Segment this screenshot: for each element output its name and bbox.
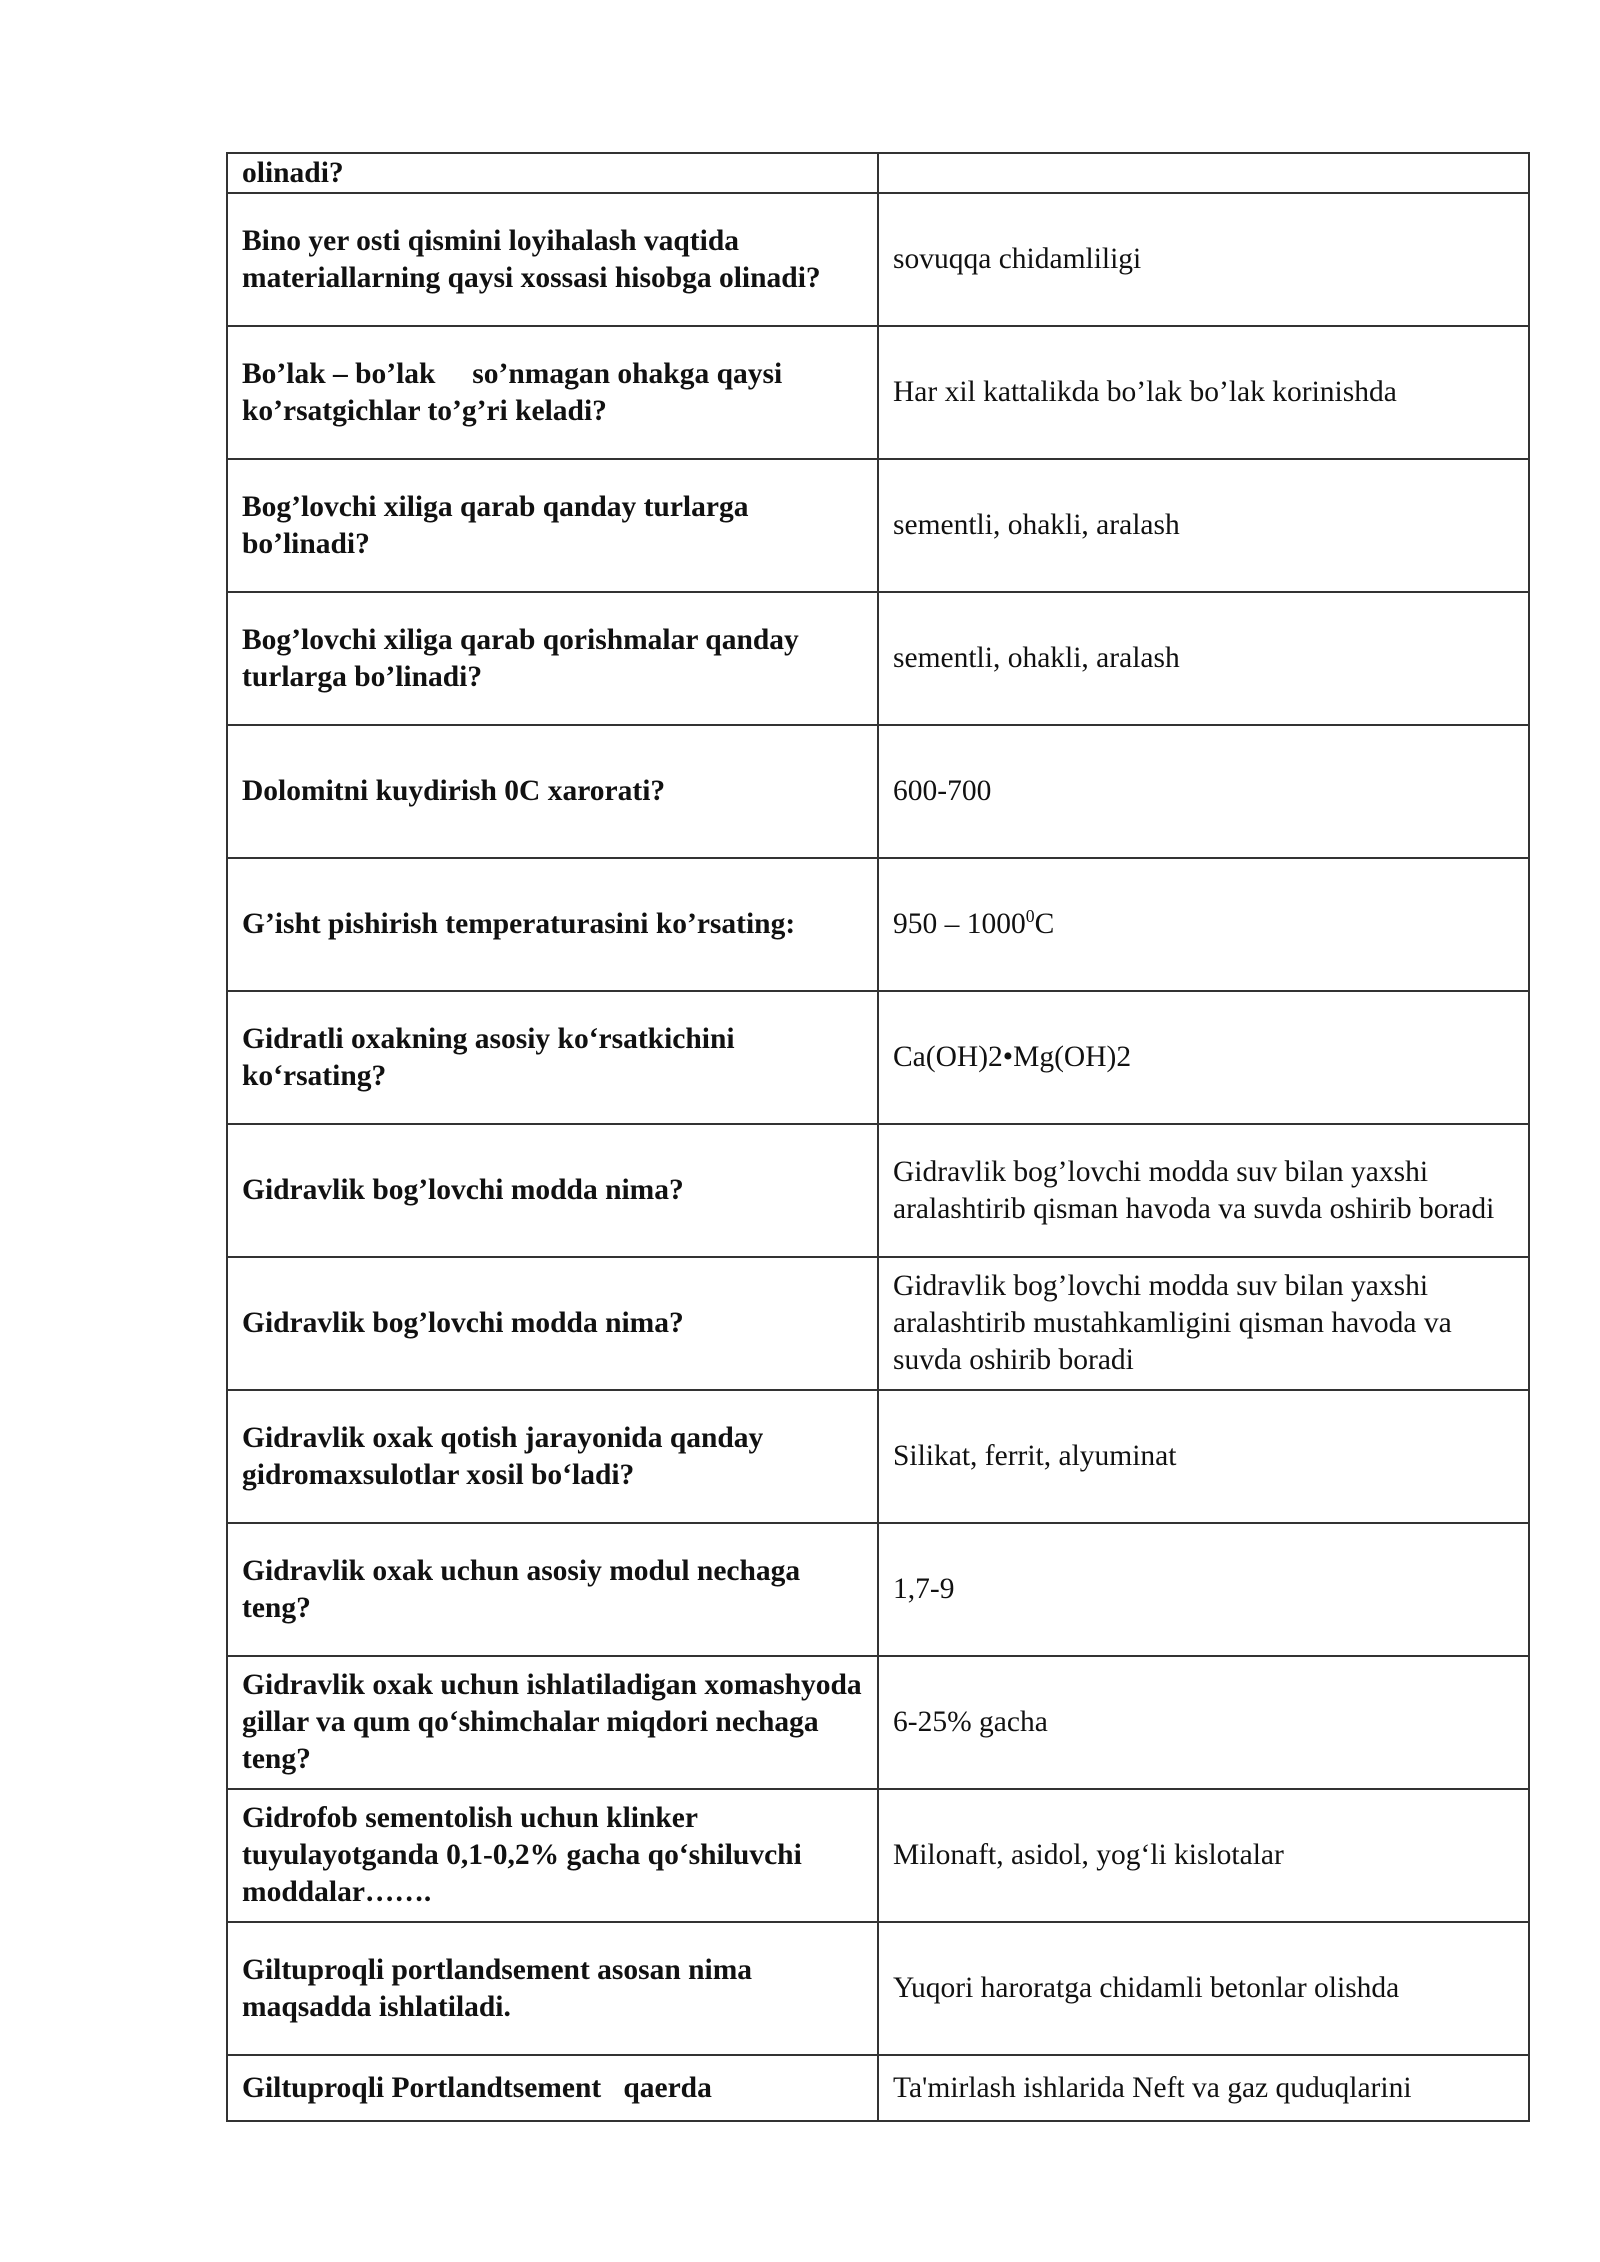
question-cell: Giltuproqli portlandsement asosan nima maqsadda ishlatiladi. xyxy=(227,1922,878,2055)
answer-cell: Ca(OH)2•Mg(OH)2 xyxy=(878,991,1529,1124)
answer-cell: sovuqqa chidamliligi xyxy=(878,193,1529,326)
table-row xyxy=(227,153,1529,193)
question-cell: Bog’lovchi xiliga qarab qanday turlarga bo’linadi? xyxy=(227,459,878,592)
answer-cell: sementli, ohakli, aralash xyxy=(878,592,1529,725)
answer-cell xyxy=(878,153,1529,193)
question-cell: Bog’lovchi xiliga qarab qorishmalar qanday turlarga bo’linadi? xyxy=(227,592,878,725)
table-row xyxy=(227,459,1529,592)
table-row xyxy=(227,2055,1529,2121)
table-row xyxy=(227,1523,1529,1656)
table-row xyxy=(227,592,1529,725)
answer-cell: Silikat, ferrit, alyuminat xyxy=(878,1390,1529,1523)
question-cell: Gidravlik oxak qotish jarayonida qanday gidromaxsulotlar xosil bo‘ladi? xyxy=(227,1390,878,1523)
question-cell: Gidravlik bog’lovchi modda nima? xyxy=(227,1257,878,1390)
question-cell: Gidravlik oxak uchun asosiy modul nechaga teng? xyxy=(227,1523,878,1656)
degree-superscript: 0 xyxy=(1025,906,1035,927)
question-cell: Gidravlik oxak uchun ishlatiladigan xomashyoda gillar va qum qo‘shimchalar miqdori nechaga teng? xyxy=(227,1656,878,1789)
answer-cell: sementli, ohakli, aralash xyxy=(878,459,1529,592)
question-cell: Dolomitni kuydirish 0C xarorati? xyxy=(227,725,878,858)
answer-cell: Har xil kattalikda bo’lak bo’lak korinishda xyxy=(878,326,1529,459)
qa-table xyxy=(226,152,1530,2122)
table-row xyxy=(227,1656,1529,1789)
question-cell: Gidrofob sementolish uchun klinker tuyulayotganda 0,1-0,2% gacha qo‘shiluvchi moddalar……. xyxy=(227,1789,878,1922)
question-cell: olinadi? xyxy=(227,153,878,193)
answer-cell: Yuqori haroratga chidamli betonlar olishda xyxy=(878,1922,1529,2055)
answer-unit: C xyxy=(1034,908,1055,940)
table-row xyxy=(227,991,1529,1124)
answer-cell: 600-700 xyxy=(878,725,1529,858)
question-cell: G’isht pishirish temperaturasini ko’rsating: xyxy=(227,858,878,991)
table-row xyxy=(227,326,1529,459)
answer-cell: Gidravlik bog’lovchi modda suv bilan yaxshi aralashtirib mustahkamligini qisman havoda va suvda oshirib boradi xyxy=(878,1257,1529,1390)
answer-cell xyxy=(878,858,1529,991)
table-row xyxy=(227,1390,1529,1523)
question-cell: Bino yer osti qismini loyihalash vaqtida materiallarning qaysi xossasi hisobga olinadi? xyxy=(227,193,878,326)
question-cell: Giltuproqli Portlandtsement qaerda xyxy=(227,2055,878,2121)
answer-cell: Milonaft, asidol, yog‘li kislotalar xyxy=(878,1789,1529,1922)
table-row xyxy=(227,858,1529,991)
answer-cell: 1,7-9 xyxy=(878,1523,1529,1656)
table-row xyxy=(227,1789,1529,1922)
answer-cell: Ta'mirlash ishlarida Neft va gaz quduqlarini xyxy=(878,2055,1529,2121)
table-row xyxy=(227,1257,1529,1390)
answer-cell: Gidravlik bog’lovchi modda suv bilan yaxshi aralashtirib qisman havoda va suvda oshirib boradi xyxy=(878,1124,1529,1257)
table-row xyxy=(227,725,1529,858)
question-cell: Bo’lak – bo’lak so’nmagan ohakga qaysi ko’rsatgichlar to’g’ri keladi? xyxy=(227,326,878,459)
table-row xyxy=(227,193,1529,326)
answer-value: 950 – 1000 xyxy=(893,908,1026,940)
question-cell: Gidratli oxakning asosiy ko‘rsatkichini ko‘rsating? xyxy=(227,991,878,1124)
table-row xyxy=(227,1922,1529,2055)
question-cell: Gidravlik bog’lovchi modda nima? xyxy=(227,1124,878,1257)
table-row xyxy=(227,1124,1529,1257)
answer-cell: 6-25% gacha xyxy=(878,1656,1529,1789)
